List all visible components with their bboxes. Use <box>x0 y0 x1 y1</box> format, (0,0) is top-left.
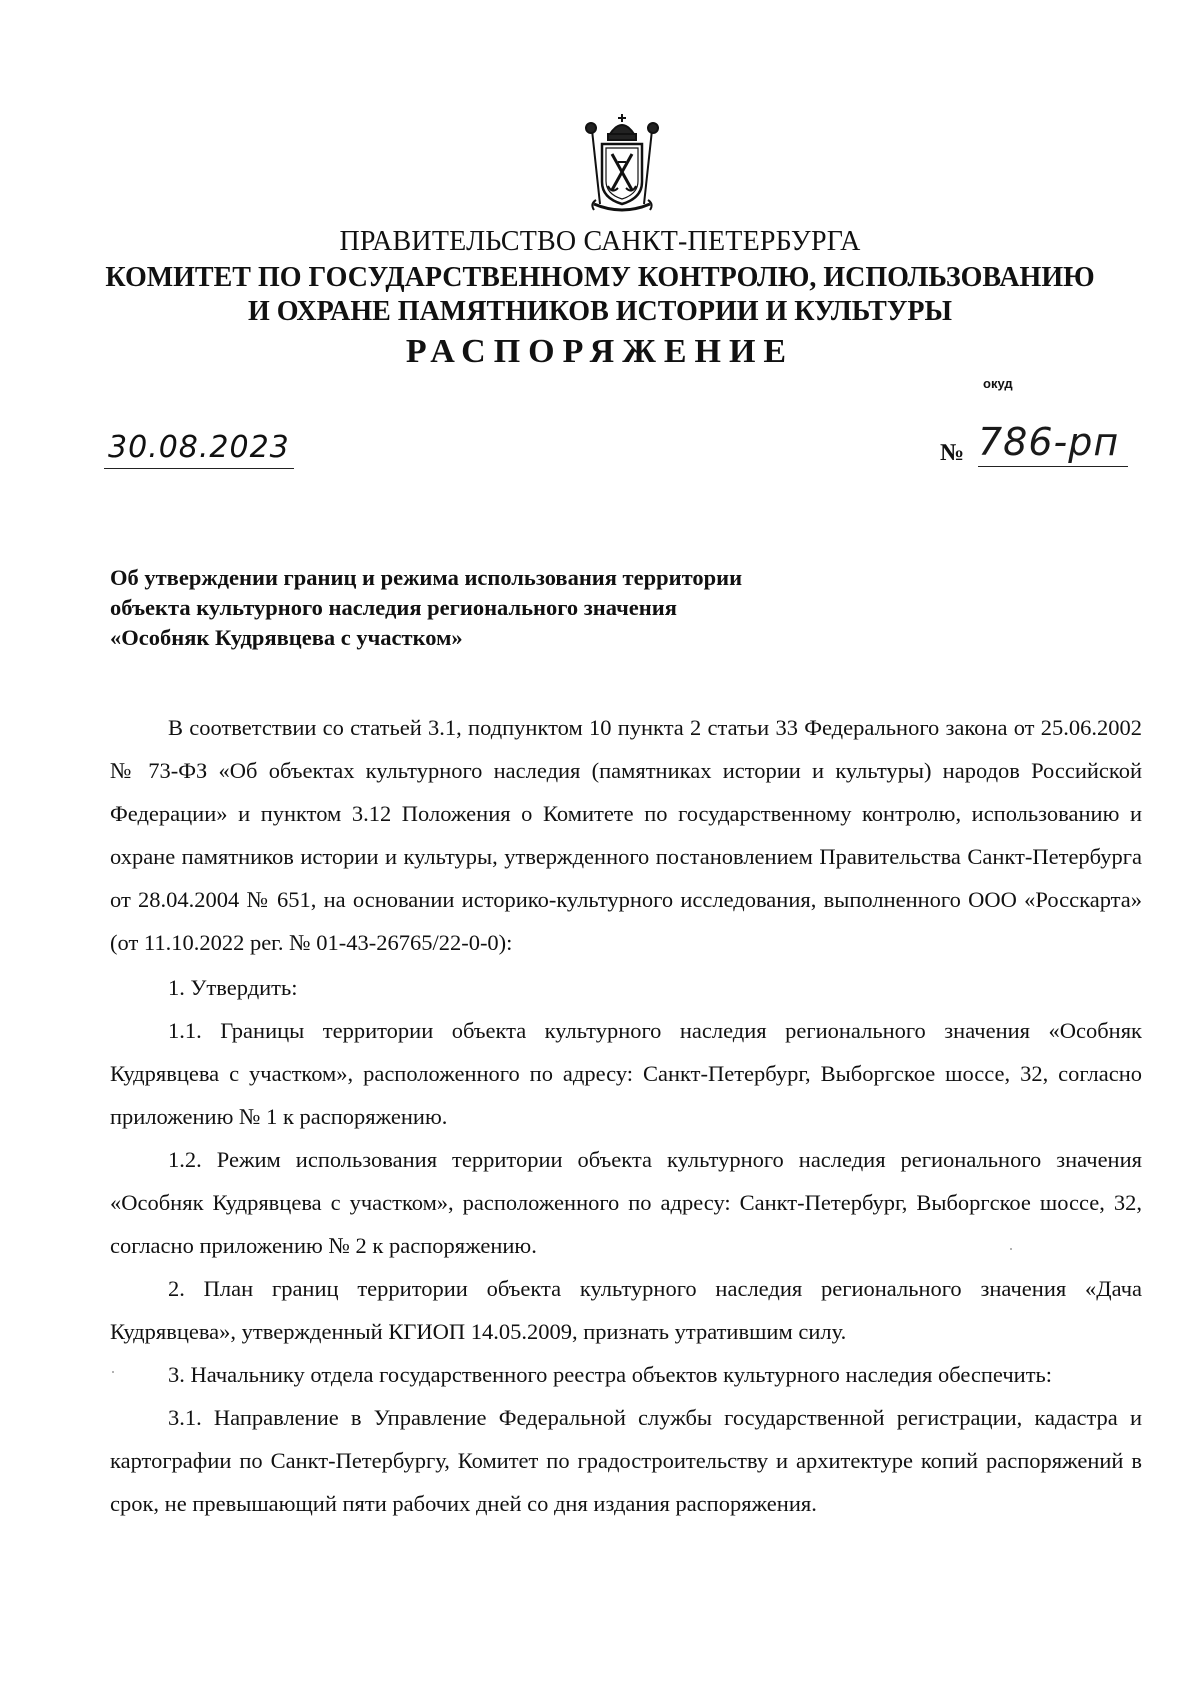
paragraph-item-1-1: 1.1. Границы территории объекта культурного наследия регионального значения «Особняк Кудрявцева с участком», расположенного по адресу: Санкт-Петербург, Выборгское шоссе, 32, согласно приложению № 1 к распоряжению. <box>110 1018 1142 1129</box>
okud-label: окуд <box>983 376 1013 391</box>
document-type: РАСПОРЯЖЕНИЕ <box>405 333 795 370</box>
committee-title-line1: КОМИТЕТ ПО ГОСУДАРСТВЕННОМУ КОНТРОЛЮ, ИСПОЛЬЗОВАНИЮ <box>105 262 1095 293</box>
coat-of-arms-icon <box>580 112 664 216</box>
number-sign: № <box>940 440 965 466</box>
scan-speck <box>1010 1248 1012 1250</box>
number-underline <box>978 466 1128 467</box>
scan-speck <box>112 1371 114 1373</box>
subject-line1: Об утверждении границ и режима использования территории <box>110 565 743 590</box>
document-number: 786-рп <box>978 420 1120 464</box>
document-subject <box>110 563 742 653</box>
paragraph-item-3: 3. Начальнику отдела государственного реестра объектов культурного наследия обеспечить: <box>168 1362 1053 1387</box>
subject-line3: «Особняк Кудрявцева с участком» <box>110 625 463 650</box>
paragraph-item-2: 2. План границ территории объекта культурного наследия регионального значения «Дача Кудрявцева», утвержденный КГИОП 14.05.2009, признать утратившим силу. <box>110 1276 1142 1344</box>
committee-title-line2: И ОХРАНЕ ПАМЯТНИКОВ ИСТОРИИ И КУЛЬТУРЫ <box>248 296 952 327</box>
subject-line2: объекта культурного наследия регионального значения <box>110 595 677 620</box>
paragraph-item-1-2: 1.2. Режим использования территории объекта культурного наследия регионального значения «Особняк Кудрявцева с участком», расположенного по адресу: Санкт-Петербург, Выборгское шоссе, 32, согласно приложению № 2 к распоряжению. <box>110 1147 1142 1258</box>
paragraph-preamble: В соответствии со статьей 3.1, подпунктом 10 пункта 2 статьи 33 Федерального закона от 25.06.2002 № 73-ФЗ «Об объектах культурного наследия (памятниках истории и культуры) народов Российской Федерации» и пунктом 3.12 Положения о Комитете по государственному контролю, использованию и охране памятников истории и культуры, утвержденного постановлением Правительства Санкт-Петербурга от 28.04.2004 № 651, на основании историко-культурного исследования, выполненного ООО «Росскарта» (от 11.10.2022 рег. № 01-43-26765/22-0-0): <box>110 715 1142 955</box>
paragraph-item-1: 1. Утвердить: <box>168 975 298 1000</box>
date-underline <box>104 468 294 469</box>
paragraph-item-3-1: 3.1. Направление в Управление Федеральной службы государственной регистрации, кадастра и картографии по Санкт-Петербургу, Комитет по градостроительству и архитектуре копий распоряжений в срок, не превышающий пяти рабочих дней со дня издания распоряжения. <box>110 1405 1142 1516</box>
document-date: 30.08.2023 <box>108 430 290 465</box>
government-title: ПРАВИТЕЛЬСТВО САНКТ-ПЕТЕРБУРГА <box>339 226 861 257</box>
